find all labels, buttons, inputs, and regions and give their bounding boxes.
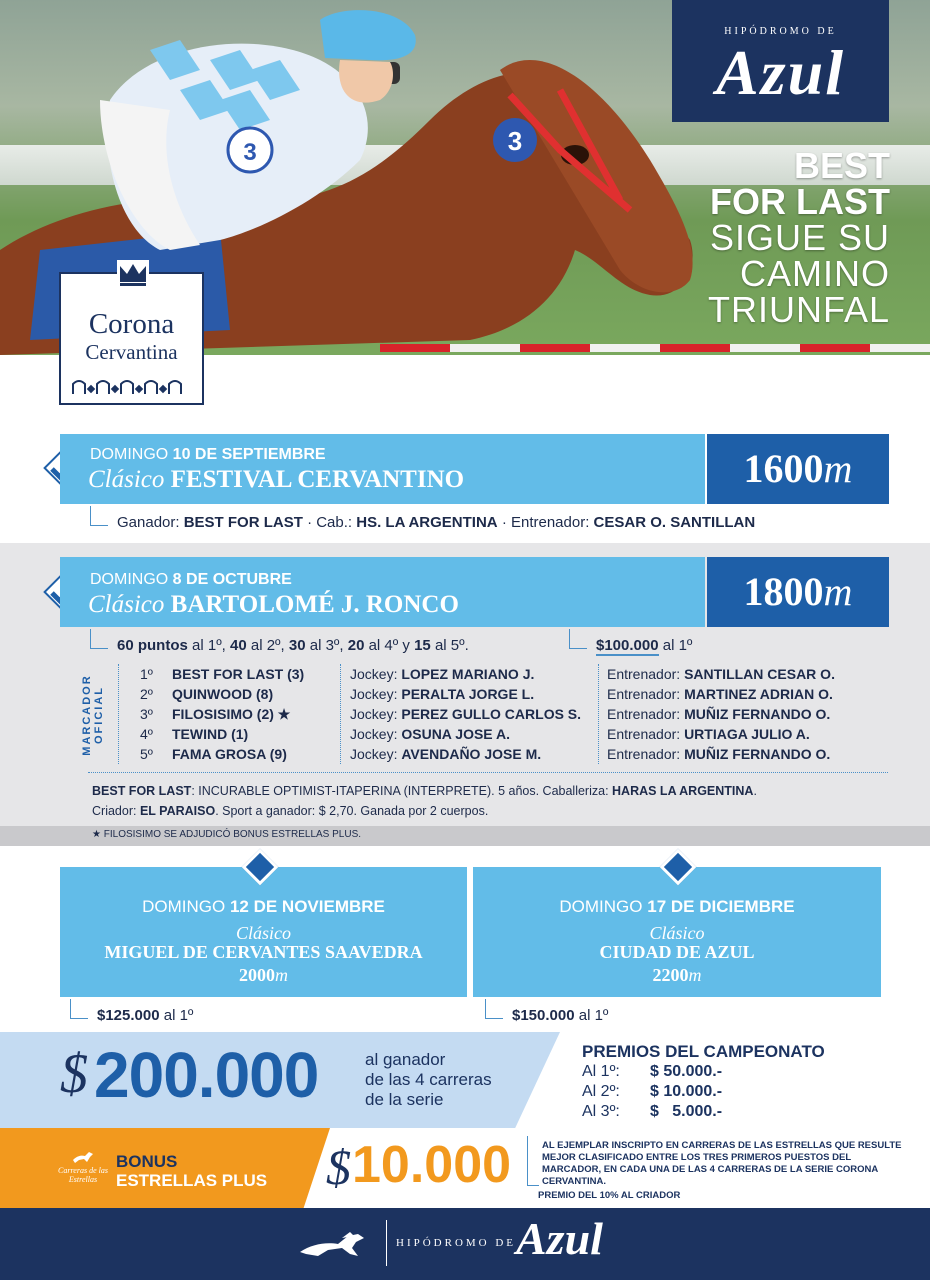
result-trainer: Entrenador: MUÑIZ FERNANDO O. xyxy=(607,706,831,722)
race-3-prize: $125.000 al 1º xyxy=(97,1007,194,1024)
footer xyxy=(0,1208,930,1280)
corona-cervantina-badge xyxy=(59,272,204,405)
race-3-distance: 2000m xyxy=(239,965,288,985)
svg-text:3: 3 xyxy=(243,139,257,166)
result-jockey: Jockey: LOPEZ MARIANO J. xyxy=(350,666,535,682)
race-2-name: Clásico BARTOLOMÉ J. RONCO xyxy=(88,591,459,618)
campeonato-title: PREMIOS DEL CAMPEONATO xyxy=(582,1042,825,1061)
race-4-clasico: Clásico xyxy=(649,923,705,943)
result-jockey: Jockey: OSUNA JOSE A. xyxy=(350,726,511,742)
bonus-title: BONUS ESTRELLAS PLUS xyxy=(116,1152,268,1190)
race-4-date: DOMINGO 17 DE DICIEMBRE xyxy=(559,897,795,916)
bonus-symbol: $ xyxy=(326,1139,351,1195)
horse-icon xyxy=(298,1230,378,1260)
grand-prize-text: al ganador de las 4 carreras de la serie xyxy=(365,1050,492,1109)
race-1-date: DOMINGO 10 DE SEPTIEMBRE xyxy=(90,446,326,463)
footer-subtitle: HIPÓDROMO DE xyxy=(396,1237,517,1249)
race-1-result: Ganador: BEST FOR LAST · Cab.: HS. LA ARGENTINA · Entrenador: CESAR O. SANTILLAN xyxy=(117,514,756,531)
connector-line xyxy=(569,629,587,649)
headline xyxy=(707,145,890,330)
race-3-clasico: Clásico xyxy=(235,923,291,943)
race-4-distance: 2200m xyxy=(652,965,702,985)
bonus-amount: 10.000 xyxy=(352,1136,512,1194)
result-horse: TEWIND (1) xyxy=(172,726,249,742)
logo-subtitle: HIPÓDROMO DE xyxy=(724,26,837,37)
result-trainer: Entrenador: SANTILLAN CESAR O. xyxy=(607,666,835,682)
divider xyxy=(118,664,119,764)
corona-ornament xyxy=(71,378,192,396)
logo-title: Azul xyxy=(716,37,845,108)
race-2-distance: 1800m xyxy=(707,557,889,627)
connector-line xyxy=(90,506,108,526)
headline-line-3: SIGUE SU xyxy=(709,217,890,258)
result-pos: 2º xyxy=(140,686,153,702)
result-horse: FAMA GROSA (9) xyxy=(172,746,287,762)
race-2-points: 60 puntos al 1º, 40 al 2º, 30 al 3º, 20 al 4º y 15 al 5º. xyxy=(117,637,469,654)
grand-prize-amount: 200.000 xyxy=(94,1039,319,1111)
estrellas-seal: Carreras de las Estrellas xyxy=(56,1150,110,1190)
result-pos: 5º xyxy=(140,746,153,762)
connector-line xyxy=(70,999,88,1019)
race-2-bar xyxy=(60,557,705,627)
headline-line-4: CAMINO xyxy=(740,253,890,294)
connector-line xyxy=(485,999,503,1019)
race-3-date: DOMINGO 12 DE NOVIEMBRE xyxy=(142,897,385,916)
result-jockey: Jockey: AVENDAÑO JOSE M. xyxy=(350,746,542,762)
result-jockey: Jockey: PERALTA JORGE L. xyxy=(350,686,535,702)
result-trainer: Entrenador: URTIAGA JULIO A. xyxy=(607,726,810,742)
result-pos: 3º xyxy=(140,706,153,722)
hipodromo-logo xyxy=(672,0,889,122)
race-4-card xyxy=(473,867,881,997)
result-horse: QUINWOOD (8) xyxy=(172,686,274,702)
corona-title: Corona xyxy=(88,308,175,340)
bonus-criador: PREMIO DEL 10% AL CRIADOR xyxy=(538,1190,681,1201)
race-2-notes: BEST FOR LAST: INCURABLE OPTIMIST-ITAPERINA (INTERPRETE). 5 años. Caballeriza: HARAS LA ARGENTINA. Criador: EL PARAISO. Sport a ganador: $ 2,70. Ganada por 2 cuerpos. xyxy=(92,784,757,818)
headline-line-5: TRIUNFAL xyxy=(707,289,890,330)
race-2-date: DOMINGO 8 DE OCTUBRE xyxy=(90,571,292,588)
bonus-text: AL EJEMPLAR INSCRIPTO EN CARRERAS DE LAS ESTRELLAS QUE RESULTE MEJOR CLASIFICADO ENTRE LOS TRES PRIMEROS PUESTOS DEL MARCADOR, EN CADA UNA DE LAS 4 CARRERAS DE LA SERIE CORONA CERVANTINA. xyxy=(542,1140,902,1187)
result-horse: BEST FOR LAST (3) xyxy=(172,666,305,682)
headline-line-2: FOR LAST xyxy=(710,181,890,222)
divider xyxy=(340,664,341,764)
race-1-bar xyxy=(60,434,705,504)
race-3-name: MIGUEL DE CERVANTES SAAVEDRA xyxy=(104,942,423,962)
grand-prize-symbol: $ xyxy=(60,1043,88,1105)
result-pos: 4º xyxy=(140,726,153,742)
race-3-card xyxy=(60,867,467,997)
result-trainer: Entrenador: MUÑIZ FERNANDO O. xyxy=(607,746,831,762)
headline-line-1: BEST xyxy=(793,145,890,186)
connector-line xyxy=(90,629,108,649)
star-note: ★ FILOSISIMO SE ADJUDICÓ BONUS ESTRELLAS PLUS. xyxy=(92,829,362,840)
race-1-distance: 1600m xyxy=(707,434,889,504)
result-jockey: Jockey: PEREZ GULLO CARLOS S. xyxy=(350,706,582,722)
race-1-name: Clásico FESTIVAL CERVANTINO xyxy=(88,466,465,493)
marcador-oficial-label: MARCADOR OFICIAL xyxy=(81,674,105,756)
campeonato-prizes: Al 1º: $ 50.000.- Al 2º: $ 10.000.- Al 3º: $ 5.000.- xyxy=(582,1063,723,1120)
result-horse: FILOSISIMO (2) ★ xyxy=(172,706,291,722)
result-trainer: Entrenador: MARTINEZ ADRIAN O. xyxy=(607,686,833,702)
connector-line xyxy=(527,1136,539,1186)
race-4-name: CIUDAD DE AZUL xyxy=(599,942,755,962)
footer-title: Azul xyxy=(516,1213,603,1264)
result-pos: 1º xyxy=(140,666,153,682)
divider xyxy=(598,664,599,764)
divider xyxy=(88,772,888,773)
horse-icon xyxy=(72,1150,94,1164)
crown-icon xyxy=(117,260,149,288)
race-4-prize: $150.000 al 1º xyxy=(512,1007,609,1024)
race-2-prize: $100.000 al 1º xyxy=(596,637,693,654)
corona-subtitle: Cervantina xyxy=(85,340,178,364)
divider xyxy=(386,1220,387,1266)
svg-text:3: 3 xyxy=(507,126,523,156)
